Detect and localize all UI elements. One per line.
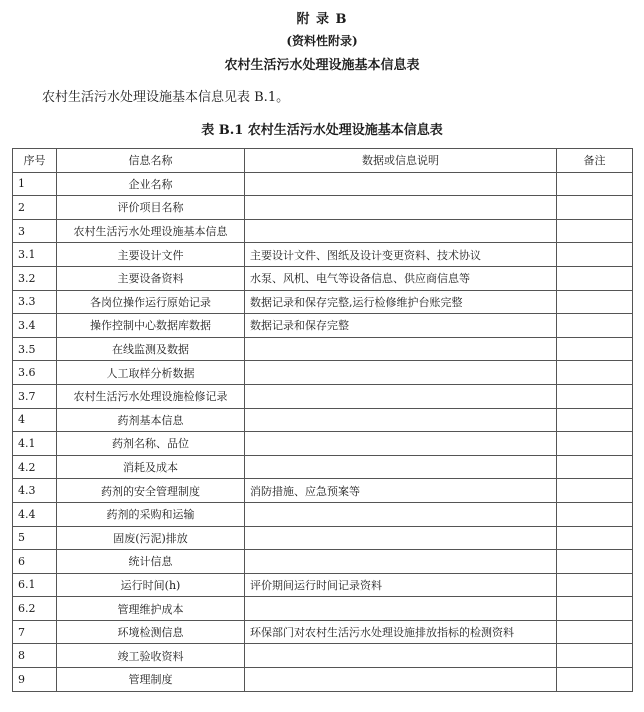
row-note [557, 361, 633, 385]
row-number: 4.4 [13, 502, 57, 526]
row-note [557, 266, 633, 290]
row-info-name: 竣工验收资料 [57, 644, 245, 668]
row-note [557, 314, 633, 338]
row-note [557, 526, 633, 550]
row-info-desc [245, 196, 557, 220]
row-number: 7 [13, 620, 57, 644]
row-info-desc [245, 172, 557, 196]
table-row [13, 290, 633, 314]
appendix-subtitle: (资料性附录) [286, 34, 358, 48]
row-number: 3.6 [13, 361, 57, 385]
table-row [13, 668, 633, 692]
row-info-name: 统计信息 [57, 550, 245, 574]
row-note [557, 668, 633, 692]
row-info-desc [245, 526, 557, 550]
row-note [557, 384, 633, 408]
row-note [557, 219, 633, 243]
row-number: 4.2 [13, 455, 57, 479]
table-row [13, 502, 633, 526]
row-info-name: 消耗及成本 [57, 455, 245, 479]
row-info-name: 固废(污泥)排放 [57, 526, 245, 550]
table-row [13, 597, 633, 621]
row-info-name: 主要设计文件 [57, 243, 245, 267]
row-note [557, 644, 633, 668]
row-info-desc [245, 432, 557, 456]
row-info-desc: 消防措施、应急预案等 [245, 479, 557, 503]
row-info-desc [245, 337, 557, 361]
row-info-desc [245, 384, 557, 408]
row-number: 3.1 [13, 243, 57, 267]
table-row [13, 550, 633, 574]
table-row [13, 432, 633, 456]
row-note [557, 573, 633, 597]
row-note [557, 432, 633, 456]
table-header [13, 149, 633, 173]
column-header-name: 信息名称 [57, 149, 245, 173]
row-number: 6.1 [13, 573, 57, 597]
row-note [557, 597, 633, 621]
row-info-name: 农村生活污水处理设施检修记录 [57, 384, 245, 408]
row-note [557, 502, 633, 526]
column-header-desc: 数据或信息说明 [245, 149, 557, 173]
row-number: 6.2 [13, 597, 57, 621]
row-info-desc [245, 455, 557, 479]
column-header-note: 备注 [557, 149, 633, 173]
row-info-name: 药剂名称、品位 [57, 432, 245, 456]
info-table [12, 148, 633, 692]
row-info-name: 药剂的采购和运输 [57, 502, 245, 526]
table-row [13, 620, 633, 644]
row-note [557, 479, 633, 503]
table-row [13, 337, 633, 361]
row-info-name: 评价项目名称 [57, 196, 245, 220]
row-number: 3.4 [13, 314, 57, 338]
row-number: 3.5 [13, 337, 57, 361]
row-note [557, 243, 633, 267]
table-row [13, 408, 633, 432]
table-body [13, 172, 633, 691]
row-info-name: 主要设备资料 [57, 266, 245, 290]
row-info-name: 药剂基本信息 [57, 408, 245, 432]
table-row [13, 384, 633, 408]
header-row [13, 149, 633, 173]
row-note [557, 408, 633, 432]
table-row [13, 573, 633, 597]
row-number: 4 [13, 408, 57, 432]
row-info-name: 人工取样分析数据 [57, 361, 245, 385]
column-header-no: 序号 [13, 149, 57, 173]
intro-text: 农村生活污水处理设施基本信息见表 B.1。 [42, 90, 290, 105]
row-number: 5 [13, 526, 57, 550]
table-row [13, 526, 633, 550]
table-caption: 表 B.1 农村生活污水处理设施基本信息表 [201, 123, 443, 138]
row-number: 3.7 [13, 384, 57, 408]
table-row [13, 196, 633, 220]
row-number: 3.2 [13, 266, 57, 290]
row-number: 4.3 [13, 479, 57, 503]
table-row [13, 219, 633, 243]
row-info-desc: 评价期间运行时间记录资料 [245, 573, 557, 597]
appendix-title: 附 录 B [296, 12, 348, 27]
row-info-name: 管理制度 [57, 668, 245, 692]
row-info-name: 操作控制中心数据库数据 [57, 314, 245, 338]
row-info-name: 管理维护成本 [57, 597, 245, 621]
row-info-name: 农村生活污水处理设施基本信息 [57, 219, 245, 243]
row-info-desc [245, 502, 557, 526]
table-row [13, 455, 633, 479]
row-info-desc [245, 644, 557, 668]
row-info-desc: 主要设计文件、图纸及设计变更资料、技术协议 [245, 243, 557, 267]
row-note [557, 196, 633, 220]
row-info-desc [245, 408, 557, 432]
row-info-name: 在线监测及数据 [57, 337, 245, 361]
row-note [557, 337, 633, 361]
main-title: 农村生活污水处理设施基本信息表 [224, 58, 420, 73]
row-number: 1 [13, 172, 57, 196]
row-info-desc [245, 668, 557, 692]
row-note [557, 290, 633, 314]
row-note [557, 620, 633, 644]
row-info-desc [245, 361, 557, 385]
row-info-name: 各岗位操作运行原始记录 [57, 290, 245, 314]
table-row [13, 479, 633, 503]
row-info-name: 药剂的安全管理制度 [57, 479, 245, 503]
row-number: 4.1 [13, 432, 57, 456]
table-row [13, 266, 633, 290]
row-number: 8 [13, 644, 57, 668]
table-row [13, 243, 633, 267]
row-number: 3.3 [13, 290, 57, 314]
row-note [557, 172, 633, 196]
row-number: 9 [13, 668, 57, 692]
table-row [13, 644, 633, 668]
row-info-name: 环境检测信息 [57, 620, 245, 644]
row-info-desc: 数据记录和保存完整,运行检修维护台账完整 [245, 290, 557, 314]
row-info-name: 企业名称 [57, 172, 245, 196]
table-row [13, 314, 633, 338]
table-row [13, 361, 633, 385]
table-row [13, 172, 633, 196]
row-note [557, 550, 633, 574]
row-number: 3 [13, 219, 57, 243]
row-info-desc [245, 597, 557, 621]
row-note [557, 455, 633, 479]
row-info-name: 运行时间(h) [57, 573, 245, 597]
row-info-desc: 数据记录和保存完整 [245, 314, 557, 338]
row-number: 2 [13, 196, 57, 220]
row-info-desc: 水泵、风机、电气等设备信息、供应商信息等 [245, 266, 557, 290]
row-number: 6 [13, 550, 57, 574]
row-info-desc [245, 219, 557, 243]
row-info-desc: 环保部门对农村生活污水处理设施排放指标的检测资料 [245, 620, 557, 644]
row-info-desc [245, 550, 557, 574]
